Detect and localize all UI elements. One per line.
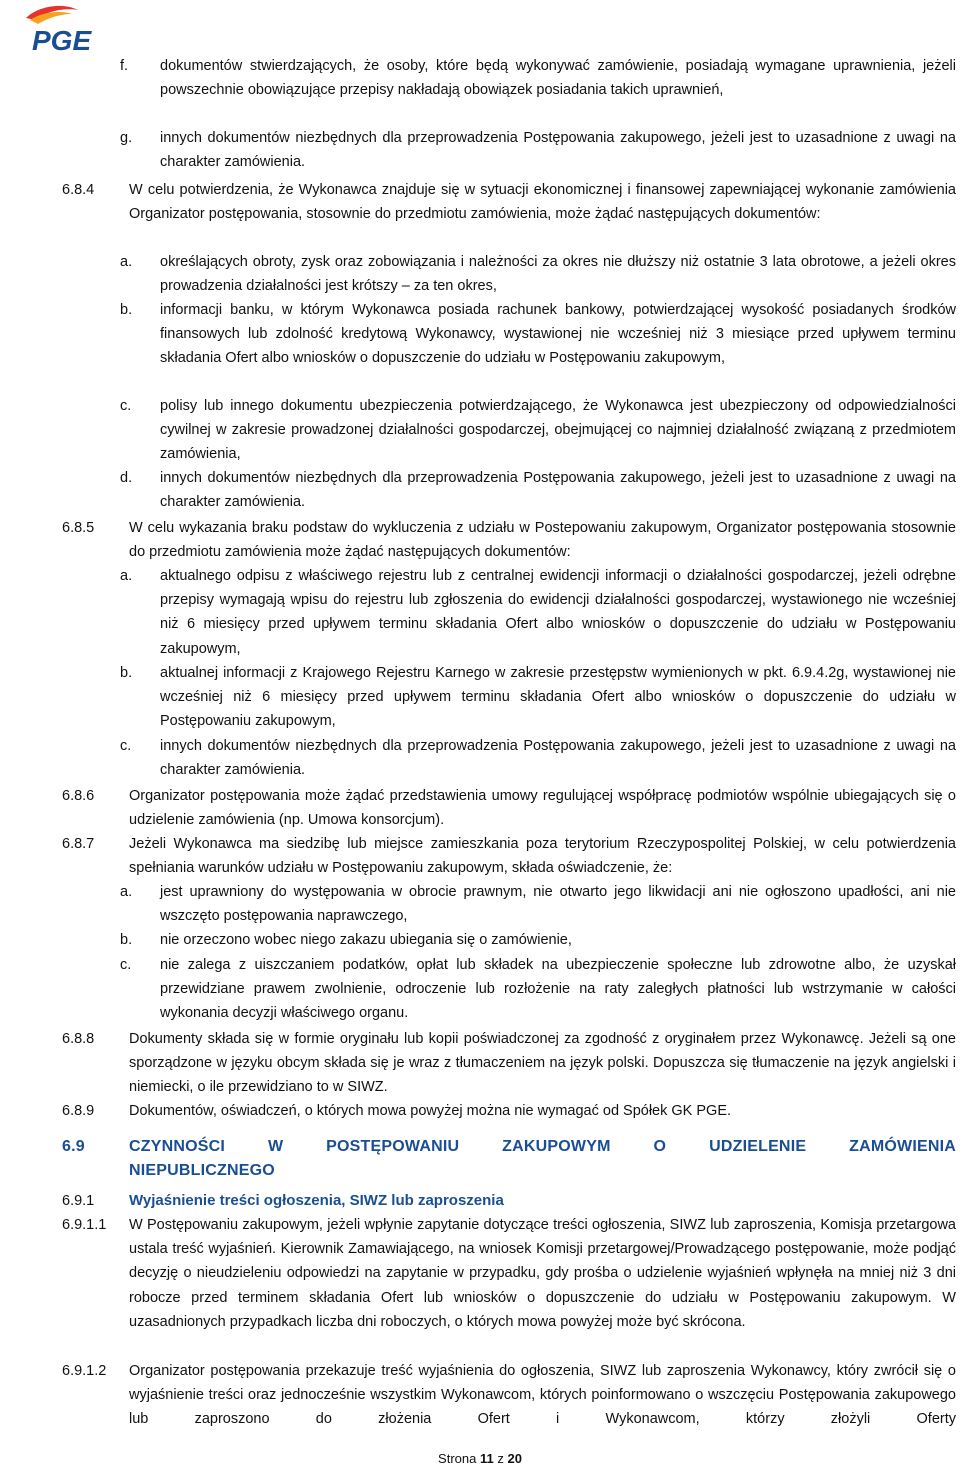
footer-total-pages: 20: [507, 1451, 522, 1466]
list-item-687b: b. nie orzeczono wobec niego zakazu ubiegania się o zamówienie,: [120, 932, 572, 948]
section-number-687: 6.8.7: [62, 836, 95, 852]
section-number-686: 6.8.6: [62, 788, 95, 804]
section-text-688: Dokumenty składa się w formie oryginału lub kopii poświadczonej za zgodność z oryginałem przez Wykonawcę. Jeżeli są one sporządzone w języku obcym składa się je wraz z tłumaczeniem na język polski. Dopuszcza się tłumaczenie na język angielski i niemiecki, o ile przewidziano to w SIWZ.: [129, 1031, 956, 1096]
subheading-number-691: 6.9.1: [62, 1193, 95, 1209]
section-number-684: 6.8.4: [62, 182, 95, 198]
list-item-685c: c. innych dokumentów niezbędnych dla przeprowadzenia Postępowania zakupowego, jeżeli jest to uzasadnione z uwagi na charakter zamówienia.: [120, 738, 956, 779]
logo-text: PGE: [32, 25, 92, 56]
section-number-685: 6.8.5: [62, 520, 95, 536]
subheading-title-691: Wyjaśnienie treści ogłoszenia, SIWZ lub zaproszenia: [129, 1192, 504, 1209]
footer-separator: z: [497, 1451, 504, 1466]
section-text-689: Dokumentów, oświadczeń, o których mowa powyżej można nie wymagać od Spółek GK PGE.: [129, 1103, 732, 1119]
heading-number-69: 6.9: [62, 1138, 85, 1155]
list-item-684a: a. określających obroty, zysk oraz zobowiązania i należności za okres nie dłuższy niż ostatnie 3 lata obrotowe, a jeżeli okres prowadzenia działalności jest krótszy – za ten okres,: [120, 254, 956, 295]
page-footer: [0, 1451, 960, 1466]
heading-title-69-line2: NIEPUBLICZNEGO: [129, 1162, 275, 1179]
list-item-685a: a. aktualnego odpisu z właściwego rejestru lub z centralnej ewidencji informacji o działalności gospodarczej, jeżeli odrębne przepisy wymagają wpisu do rejestru lub zgłoszenia do ewidencji działalności gospodarczej, wystawionego nie wcześniej niż 6 miesięcy przed upływem terminu składania Ofert albo wniosków o dopuszczenie do udziału w Postępowaniu zakupowym,: [120, 568, 956, 657]
list-item-684c: c. polisy lub innego dokumentu ubezpieczenia potwierdzającego, że Wykonawca jest ubezpieczony od odpowiedzialności cywilnej w zakresie prowadzonej działalności gospodarczej, obejmującej co najmniej działalność związaną z przedmiotem zamówienia,: [120, 398, 956, 463]
section-number-6912: 6.9.1.2: [62, 1363, 107, 1379]
section-number-689: 6.8.9: [62, 1103, 95, 1119]
list-item-687a: a. jest uprawniony do występowania w obrocie prawnym, nie otwarto jego likwidacji ani nie ogłoszono upadłości, ani nie wszczęto postępowania naprawczego,: [120, 884, 956, 925]
section-text-6911: W Postępowaniu zakupowym, jeżeli wpłynie zapytanie dotyczące treści ogłoszenia, SIWZ lub zaproszenia, Komisja przetargowa ustala treść wyjaśnień. Kierownik Zamawiającego, na wniosek Komisji przetargowej/Prowadzącego postępowanie, może podjąć decyzję o nieudzieleniu odpowiedzi na zapytanie w przypadku, gdy prośba o udzielenie wyjaśnień wpłynęła na mniej niż 3 dni robocze przed terminem składania Ofert lub wniosków o dopuszczenie do udziału w Postępowaniu zakupowym. W uzasadnionych przypadkach liczba dni roboczych, o których mowa powyżej może być skrócona.: [129, 1217, 956, 1330]
list-item-687c: c. nie zalega z uiszczaniem podatków, opłat lub składek na ubezpieczenie społeczne lub zdrowotne albo, że uzyskał przewidziane prawem zwolnienie, odroczenie lub rozłożenie na raty zaległych płatności lub wstrzymanie w całości wykonania decyzji właściwego organu.: [120, 957, 956, 1022]
section-text-686: Organizator postępowania może żądać przedstawienia umowy regulującej współpracę podmiotów wspólnie ubiegających się o udzielenie zamówienia (np. Umowa konsorcjum).: [129, 788, 956, 829]
section-text-6912: Organizator postępowania przekazuje treść wyjaśnienia do ogłoszenia, SIWZ lub zaproszenia Wykonawcy, który zwrócił się o wyjaśnienie treści oraz jednocześnie wszystkim Wykonawcom, których poinformowano o wszczęciu Postępowania zakupowego lub zaproszono do złożenia Ofert i Wykonawcom, którzy złożyli Oferty: [129, 1363, 956, 1428]
footer-current-page: 11: [479, 1451, 494, 1466]
section-number-6911: 6.9.1.1: [62, 1217, 107, 1233]
list-item-685b: b. aktualnej informacji z Krajowego Rejestru Karnego w zakresie przestępstw wymienionych w pkt. 6.9.4.2g, wystawionej nie wcześniej niż 6 miesięcy przed upływem terminu składania Ofert albo wniosków o dopuszczenie do udziału w Postępowaniu zakupowym,: [120, 665, 956, 730]
list-item-684b: b. informacji banku, w którym Wykonawca posiada rachunek bankowy, potwierdzającej wysokość posiadanych środków finansowych lub zdolność kredytową Wykonawcy, wystawionej nie wcześniej niż 3 miesiące przed upływem terminu składania Ofert albo wniosków o dopuszczenie do udziału w Postępowaniu zakupowym,: [120, 302, 956, 367]
list-item-684d: d. innych dokumentów niezbędnych dla przeprowadzenia Postępowania zakupowego, jeżeli jest to uzasadnione z uwagi na charakter zamówienia.: [120, 470, 956, 511]
section-text-687: Jeżeli Wykonawca ma siedzibę lub miejsce zamieszkania poza terytorium Rzeczypospolitej Polskiej, w celu potwierdzenia spełniania warunków udziału w Postępowaniu zakupowym, składa oświadczenie, że:: [129, 836, 956, 877]
pge-logo: [8, 4, 128, 56]
heading-title-69-line1: CZYNNOŚCI W POSTĘPOWANIU ZAKUPOWYM O UDZIELENIE ZAMÓWIENIA: [129, 1138, 956, 1155]
list-item-f: f. dokumentów stwierdzających, że osoby, które będą wykonywać zamówienie, posiadają wymagane uprawnienia, jeżeli powszechnie obowiązujące przepisy nakładają obowiązek posiadania takich uprawnień,: [120, 58, 956, 99]
pge-logo-graphic: [8, 4, 128, 56]
section-number-688: 6.8.8: [62, 1031, 95, 1047]
footer-prefix: Strona: [438, 1451, 477, 1466]
section-text-684: W celu potwierdzenia, że Wykonawca znajduje się w sytuacji ekonomicznej i finansowej zapewniającej wykonanie zamówienia Organizator postępowania, stosownie do przedmiotu zamówienia, może żądać następujących dokumentów:: [129, 182, 956, 223]
list-item-g: g. innych dokumentów niezbędnych dla przeprowadzenia Postępowania zakupowego, jeżeli jest to uzasadnione z uwagi na charakter zamówienia.: [120, 130, 956, 171]
section-text-685: W celu wykazania braku podstaw do wykluczenia z udziału w Postepowaniu zakupowym, Organizator postępowania stosownie do przedmiotu zamówienia może żądać następujących dokumentów:: [129, 520, 956, 561]
